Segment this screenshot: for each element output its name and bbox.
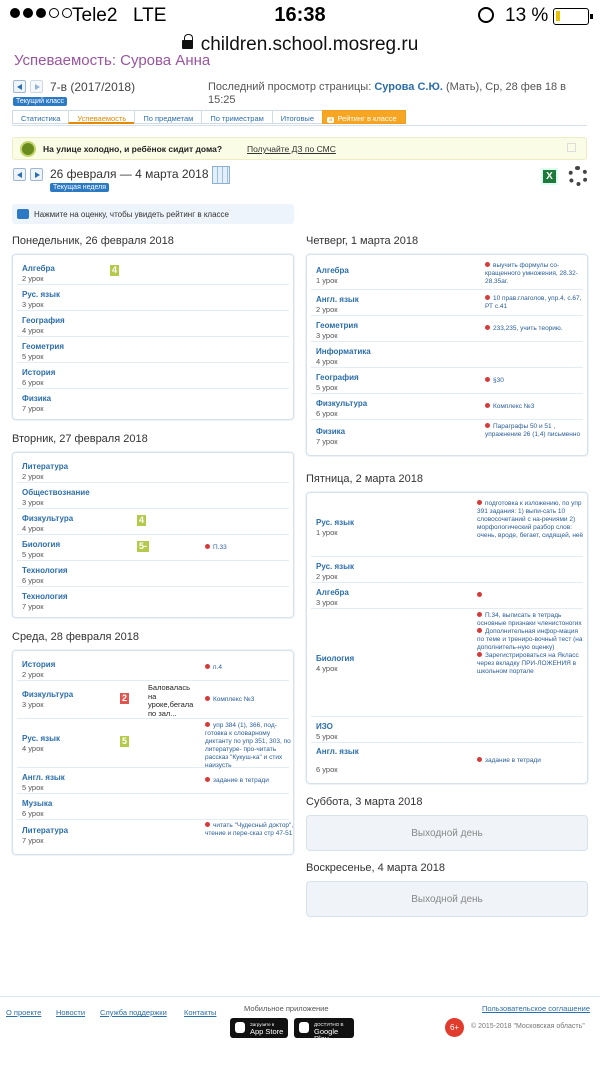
google-play-icon bbox=[299, 1022, 309, 1033]
homework-text: П.34, выписать в тетрадь основные признаки членистоногих bbox=[477, 612, 582, 627]
hint-text: Нажмите на оценку, чтобы увидеть рейтинг в классе bbox=[34, 210, 229, 219]
day-title: Среда, 28 февраля 2018 bbox=[12, 631, 140, 643]
table-row bbox=[311, 557, 583, 583]
day-title: Четверг, 1 марта 2018 bbox=[306, 235, 419, 247]
grade[interactable]: 5 bbox=[121, 736, 127, 746]
subject-link[interactable]: Физкультура bbox=[22, 514, 74, 523]
table-row bbox=[17, 820, 294, 850]
alarm-icon bbox=[478, 7, 494, 23]
tab-rating-label: Рейтинг в классе bbox=[337, 114, 397, 123]
subject-link[interactable]: Музыка bbox=[22, 799, 53, 808]
table-row bbox=[311, 717, 583, 743]
last-view-user[interactable]: Сурова С.Ю. bbox=[374, 81, 443, 93]
lesson-number: 3 урок bbox=[316, 598, 338, 607]
day-wednesday bbox=[12, 631, 294, 855]
close-icon[interactable] bbox=[567, 143, 576, 152]
sms-promo-banner bbox=[12, 137, 587, 160]
homework[interactable] bbox=[205, 696, 254, 704]
subject-link[interactable]: Физкультура bbox=[22, 690, 74, 699]
homework-dot-icon bbox=[205, 544, 210, 549]
lesson-number: 3 урок bbox=[22, 498, 44, 507]
last-view-details: (Мать), Ср, 28 фев 18 в 15:25 bbox=[208, 81, 566, 106]
network-type: LTE bbox=[133, 5, 167, 26]
lesson-number: 2 урок bbox=[22, 670, 44, 679]
homework-text: Комплекс №3 bbox=[213, 696, 255, 703]
lesson-number: 7 урок bbox=[22, 602, 44, 611]
homework-dot-icon bbox=[477, 592, 482, 597]
lesson-number: 4 урок bbox=[316, 664, 338, 673]
homework-dot-icon bbox=[485, 423, 490, 428]
homework-dot-icon bbox=[485, 325, 490, 330]
subject-link[interactable]: Рус. язык bbox=[316, 562, 354, 571]
tab-final[interactable]: Итоговые bbox=[272, 110, 322, 124]
subject-link[interactable]: История bbox=[22, 660, 56, 669]
store-caption: Загрузите в bbox=[250, 1022, 275, 1027]
subject-link[interactable]: Англ. язык bbox=[316, 747, 359, 756]
apple-icon bbox=[235, 1022, 245, 1033]
subject-link[interactable]: Технология bbox=[22, 566, 68, 575]
day-sunday bbox=[306, 862, 588, 917]
battery-icon bbox=[553, 8, 589, 25]
homework[interactable] bbox=[205, 544, 227, 552]
homework-dot-icon bbox=[477, 612, 482, 617]
footer-link-agreement[interactable]: Пользовательское соглашение bbox=[482, 1004, 591, 1013]
lesson-number: 1 урок bbox=[316, 528, 338, 537]
homework-dot-icon bbox=[205, 822, 210, 827]
homework-text: задание в тетради bbox=[485, 757, 541, 764]
lesson-number: 4 урок bbox=[22, 744, 44, 753]
last-view-label: Последний просмотр страницы: bbox=[208, 81, 372, 93]
table-row bbox=[311, 743, 583, 779]
subject-link[interactable]: Рус. язык bbox=[22, 734, 60, 743]
table-row bbox=[17, 768, 289, 794]
homework[interactable] bbox=[485, 403, 534, 411]
lesson-number: 3 урок bbox=[22, 700, 44, 709]
lesson-number: 5 урок bbox=[22, 352, 44, 361]
tab-rating[interactable] bbox=[322, 110, 406, 124]
subject-link[interactable]: Алгебра bbox=[316, 266, 349, 275]
grade[interactable]: 4 bbox=[111, 265, 117, 275]
lesson-number: 7 урок bbox=[22, 404, 44, 413]
footer-link-news[interactable]: Новости bbox=[56, 1008, 86, 1017]
homework-text: выучить формулы со-кращенного умножения, 28.32-28.35аг. bbox=[485, 262, 578, 285]
homework-dot-icon bbox=[477, 628, 482, 633]
homework[interactable] bbox=[485, 377, 504, 385]
table-row bbox=[17, 561, 289, 587]
table-row bbox=[17, 509, 289, 535]
table-row bbox=[311, 368, 583, 394]
lesson-number: 7 урок bbox=[316, 437, 338, 446]
subject-link[interactable]: Рус. язык bbox=[22, 290, 60, 299]
current-week-badge: Текущая неделя bbox=[50, 183, 109, 192]
homework[interactable] bbox=[205, 777, 269, 785]
lesson-number: 4 урок bbox=[22, 524, 44, 533]
divider bbox=[12, 125, 587, 126]
subject-link[interactable]: Обществознание bbox=[22, 488, 90, 497]
homework-text: Комплекс №3 bbox=[493, 403, 535, 410]
day-title: Вторник, 27 февраля 2018 bbox=[12, 433, 148, 445]
homework[interactable] bbox=[477, 500, 585, 540]
subject-link[interactable]: Литература bbox=[22, 462, 69, 471]
app-store-button[interactable] bbox=[230, 1018, 288, 1038]
table-row bbox=[17, 535, 289, 561]
homework-text: читать "Чудесный доктор", чтение и пере-сказ стр 47-51 bbox=[205, 822, 294, 837]
subject-link[interactable]: Геометрия bbox=[22, 342, 65, 351]
table-row bbox=[17, 285, 289, 311]
homework-dot-icon bbox=[477, 500, 482, 505]
table-row bbox=[17, 457, 289, 483]
lesson-number: 5 урок bbox=[316, 383, 338, 392]
homework[interactable] bbox=[477, 592, 485, 600]
day-saturday bbox=[306, 796, 588, 851]
page-title: Успеваемость: Сурова Анна bbox=[14, 55, 211, 69]
homework-dot-icon bbox=[205, 777, 210, 782]
subject-link[interactable]: Алгебра bbox=[316, 588, 349, 597]
copyright: © 2015-2018 "Московская область" bbox=[471, 1023, 585, 1030]
lesson-number: 4 урок bbox=[22, 326, 44, 335]
subject-link[interactable]: Англ. язык bbox=[22, 773, 65, 782]
tab-statistics[interactable]: Статистика bbox=[12, 110, 68, 124]
subject-link[interactable]: География bbox=[22, 316, 65, 325]
subject-link[interactable]: География bbox=[316, 373, 359, 382]
subject-link[interactable]: Геометрия bbox=[316, 321, 359, 330]
table-row bbox=[311, 609, 583, 717]
lesson-number: 6 урок bbox=[22, 576, 44, 585]
grade[interactable]: 2 bbox=[121, 693, 127, 703]
table-row bbox=[311, 583, 583, 609]
store-name: App Store bbox=[250, 1027, 284, 1036]
settings-gear-icon[interactable] bbox=[568, 166, 588, 186]
pencil-icon bbox=[20, 141, 36, 157]
current-class-badge: Текущий класс bbox=[13, 97, 67, 106]
lesson-number: 2 урок bbox=[22, 274, 44, 283]
table-row bbox=[311, 259, 583, 290]
lesson-number: 3 урок bbox=[316, 331, 338, 340]
homework-dot-icon bbox=[477, 757, 482, 762]
table-row bbox=[17, 794, 289, 820]
table-row bbox=[311, 394, 583, 420]
homework-dot-icon bbox=[205, 722, 210, 727]
day-title: Понедельник, 26 февраля 2018 bbox=[12, 235, 174, 247]
homework-dot-icon bbox=[485, 377, 490, 382]
mobile-app-label: Мобильное приложение bbox=[244, 1004, 329, 1013]
day-friday bbox=[306, 473, 588, 784]
lesson-number: 3 урок bbox=[22, 300, 44, 309]
tab-progress[interactable]: Успеваемость bbox=[68, 110, 134, 124]
table-row bbox=[17, 311, 289, 337]
rating-hint bbox=[12, 204, 294, 224]
day-title: Суббота, 3 марта 2018 bbox=[306, 796, 423, 808]
lesson-number: 5 урок bbox=[22, 783, 44, 792]
table-row bbox=[17, 719, 289, 768]
excel-export-icon[interactable]: X bbox=[541, 168, 558, 185]
subject-link[interactable]: Биология bbox=[22, 540, 61, 549]
schedule-table bbox=[12, 650, 294, 855]
lesson-number: 6 урок bbox=[22, 809, 44, 818]
subject-link[interactable]: Рус. язык bbox=[316, 518, 354, 527]
table-row bbox=[17, 337, 289, 363]
lesson-number: 2 урок bbox=[316, 572, 338, 581]
homework-text: Дополнительная инфор-мация по теме и трениро-вочный тест (на дополнитель-ную оценку) bbox=[477, 628, 583, 651]
subject-link[interactable]: Англ. язык bbox=[316, 295, 359, 304]
schedule-table bbox=[12, 452, 294, 618]
next-class-arrow-icon[interactable] bbox=[30, 80, 43, 93]
homework[interactable] bbox=[205, 722, 295, 770]
homework-dot-icon bbox=[485, 295, 490, 300]
promo-link[interactable]: Получайте ДЗ по СМС bbox=[247, 144, 336, 154]
subject-link[interactable]: Технология bbox=[22, 592, 68, 601]
table-row bbox=[17, 587, 289, 613]
rating-icon bbox=[17, 209, 29, 219]
lesson-number: 5 урок bbox=[316, 732, 338, 741]
schedule-table bbox=[12, 254, 294, 420]
table-row bbox=[17, 363, 289, 389]
tab-by-subject[interactable]: По предметам bbox=[134, 110, 201, 124]
tabs bbox=[12, 110, 406, 124]
day-off: Выходной день bbox=[306, 815, 588, 851]
promo-text: На улице холодно, и ребёнок сидит дома? bbox=[43, 144, 223, 154]
schedule-table bbox=[306, 492, 588, 784]
homework-text: Параграфы 50 и 51 , упражнение 26 (1,4) письменно bbox=[485, 423, 581, 438]
day-off: Выходной день bbox=[306, 881, 588, 917]
address-bar[interactable] bbox=[0, 34, 600, 56]
table-row bbox=[17, 259, 289, 285]
table-row bbox=[17, 655, 289, 681]
lesson-number: 2 урок bbox=[316, 305, 338, 314]
table-row bbox=[17, 389, 289, 415]
teacher-remark: Баловалась на уроке,бегала по зал... bbox=[148, 683, 194, 718]
rating-icon: a bbox=[329, 117, 333, 123]
clock: 16:38 bbox=[274, 4, 326, 26]
lesson-number: 5 урок bbox=[22, 550, 44, 559]
subject-link[interactable]: Физкультура bbox=[316, 399, 368, 408]
subject-link[interactable]: История bbox=[22, 368, 56, 377]
store-caption: ДОСТУПНО В bbox=[314, 1022, 344, 1027]
homework-dot-icon bbox=[485, 403, 490, 408]
lesson-number: 1 урок bbox=[316, 276, 338, 285]
lesson-number: 6 урок bbox=[316, 409, 338, 418]
lesson-number: 6 урок bbox=[316, 765, 338, 774]
table-row bbox=[311, 420, 583, 451]
subject-link[interactable]: Информатика bbox=[316, 347, 371, 356]
homework-dot-icon bbox=[205, 696, 210, 701]
day-title: Пятница, 2 марта 2018 bbox=[306, 473, 423, 485]
homework-text: П.33 bbox=[213, 544, 227, 551]
day-tuesday bbox=[12, 433, 294, 618]
age-rating-badge: 6+ bbox=[445, 1018, 464, 1037]
status-bar bbox=[0, 0, 600, 34]
homework-text: упр 384 (1), 366, под-готовка к словарному диктанту по упр 351, 303, по литературе- про-читать рассказ "Кукуш-ка" и стих наизусть bbox=[205, 722, 291, 769]
carrier: Tele2 bbox=[72, 5, 118, 26]
day-monday bbox=[12, 235, 294, 420]
last-view-info bbox=[208, 81, 594, 107]
week-range: 26 февраля — 4 марта 2018 bbox=[50, 167, 209, 181]
homework[interactable] bbox=[477, 757, 541, 765]
lock-icon bbox=[182, 40, 193, 49]
homework-text: Зарегистрироваться на Якласс через вкладку ПРИ-ЛОЖЕНИЯ в школьном портале bbox=[477, 652, 579, 675]
homework[interactable] bbox=[485, 325, 585, 333]
homework-dot-icon bbox=[477, 652, 482, 657]
prev-week-arrow-icon[interactable] bbox=[13, 168, 26, 181]
subject-link[interactable]: Физика bbox=[316, 427, 346, 436]
table-row bbox=[311, 497, 583, 557]
calendar-icon[interactable] bbox=[212, 166, 230, 184]
battery-percent: 13 % bbox=[505, 5, 549, 26]
table-row bbox=[17, 681, 289, 719]
homework[interactable] bbox=[485, 295, 585, 311]
class-name: 7-в (2017/2018) bbox=[50, 80, 136, 94]
table-row bbox=[17, 483, 289, 509]
homework-text: 10 прав.глаголов, упр.4, с.67, РТ с.41 bbox=[485, 295, 582, 310]
homework[interactable] bbox=[477, 612, 585, 676]
homework[interactable] bbox=[485, 262, 585, 286]
homework-dot-icon bbox=[205, 664, 210, 669]
homework-text: §30 bbox=[493, 377, 504, 384]
url-text: children.school.mosreg.ru bbox=[200, 34, 419, 55]
tab-by-trimester[interactable]: По триместрам bbox=[201, 110, 271, 124]
table-row bbox=[311, 290, 583, 316]
lesson-number: 6 урок bbox=[22, 378, 44, 387]
homework[interactable] bbox=[205, 822, 295, 838]
homework-text: подготовка к изложению, по упр 391 задания: 1) выпи-сать 10 словосочетаний с на-речиями 2) морфологический разбор слов: очень, вроде, бегает, сидящей, неё bbox=[477, 500, 584, 539]
lesson-number: 4 урок bbox=[316, 357, 338, 366]
homework[interactable] bbox=[205, 664, 222, 672]
subject-link[interactable]: Алгебра bbox=[22, 264, 55, 273]
footer-link-contacts[interactable]: Контакты bbox=[184, 1008, 217, 1017]
day-title: Воскресенье, 4 марта 2018 bbox=[306, 862, 445, 874]
lesson-number: 2 урок bbox=[22, 472, 44, 481]
prev-class-arrow-icon[interactable] bbox=[13, 80, 26, 93]
footer-link-support[interactable]: Служба поддержки bbox=[100, 1008, 167, 1017]
footer-link-about[interactable]: О проекте bbox=[6, 1008, 42, 1017]
homework-text: 233,235, учить теорию. bbox=[493, 325, 563, 332]
lesson-number: 7 урок bbox=[22, 836, 44, 845]
footer-divider bbox=[0, 996, 600, 997]
homework-dot-icon bbox=[485, 262, 490, 267]
table-row bbox=[311, 342, 583, 368]
google-play-button[interactable] bbox=[294, 1018, 354, 1043]
subject-link[interactable]: ИЗО bbox=[316, 722, 333, 731]
day-thursday bbox=[306, 235, 588, 456]
homework-text: п.4 bbox=[213, 664, 222, 671]
homework-text: задание в тетради bbox=[213, 777, 269, 784]
grade[interactable]: 5- bbox=[138, 541, 147, 551]
grade[interactable]: 4 bbox=[138, 515, 144, 525]
table-row bbox=[311, 316, 583, 342]
subject-link[interactable]: Литература bbox=[22, 826, 69, 835]
subject-link[interactable]: Биология bbox=[316, 654, 355, 663]
subject-link[interactable]: Физика bbox=[22, 394, 52, 403]
store-name: Google Play bbox=[314, 1027, 339, 1043]
next-week-arrow-icon[interactable] bbox=[30, 168, 43, 181]
homework[interactable] bbox=[485, 423, 585, 439]
schedule-table bbox=[306, 254, 588, 456]
